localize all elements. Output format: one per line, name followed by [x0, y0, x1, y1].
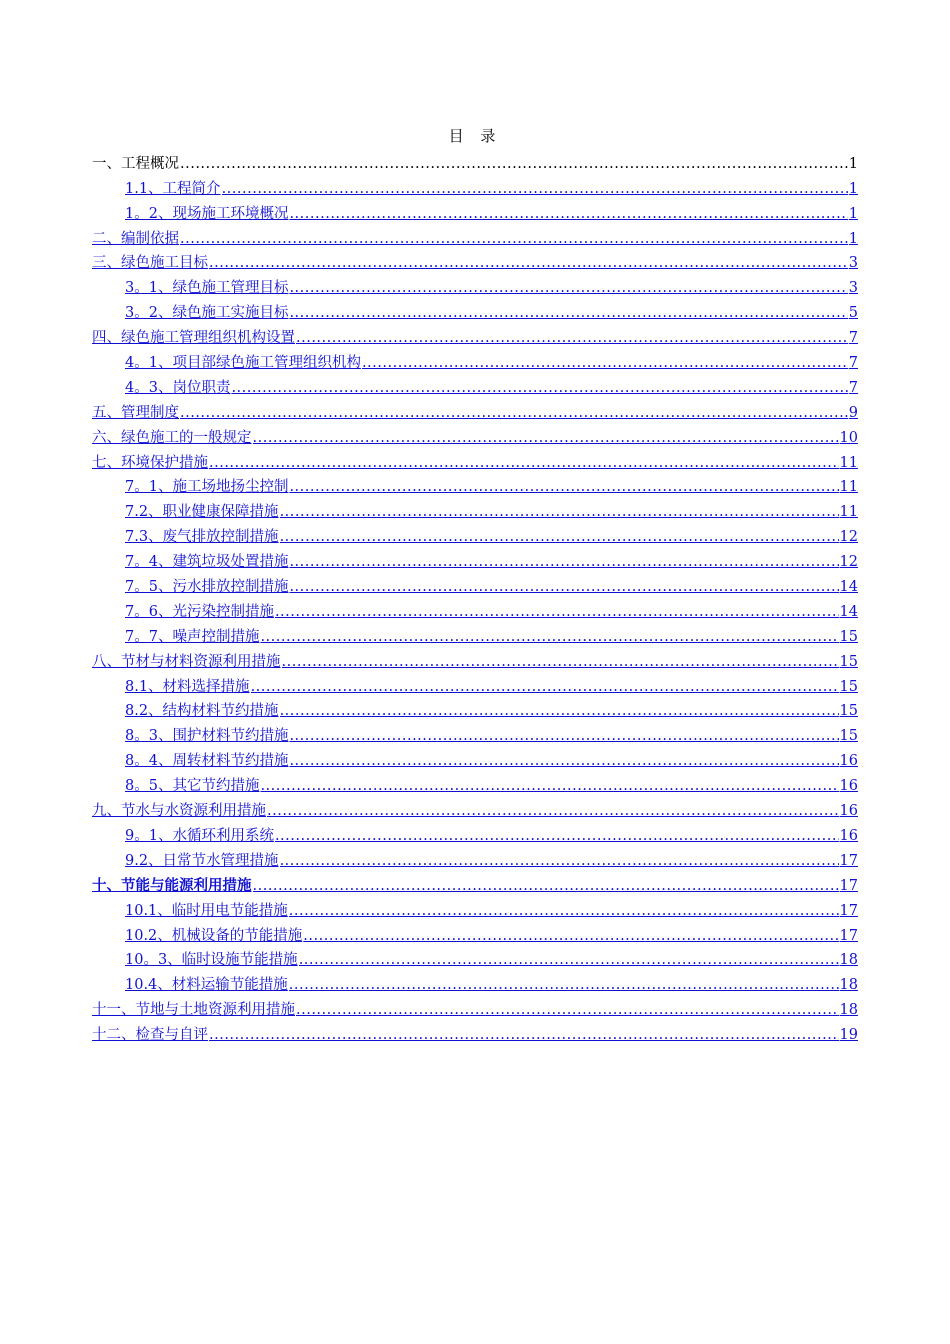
toc-entry-label: 3。1、绿色施工管理目标 [125, 280, 289, 297]
toc-entry-page-number: 12 [839, 554, 858, 571]
toc-entry-label: 五、管理制度 [92, 404, 179, 421]
toc-entry[interactable] [92, 847, 858, 872]
toc-entry-label: 7.3、废气排放控制措施 [125, 529, 279, 546]
toc-entry[interactable] [92, 1021, 858, 1046]
toc-entry-page-number: 1 [848, 230, 858, 247]
toc-entry-page-number: 3 [848, 255, 858, 272]
toc-entry[interactable] [92, 698, 858, 723]
toc-entry[interactable] [92, 374, 858, 399]
toc-dot-leader [289, 578, 838, 596]
toc-dot-leader [289, 478, 838, 496]
toc-entry-page-number: 16 [839, 778, 858, 795]
toc-entry[interactable] [92, 274, 858, 299]
toc-entry-label: 一、工程概况 [92, 155, 179, 172]
toc-entry-label: 六、绿色施工的一般规定 [92, 429, 252, 446]
table-of-contents [92, 150, 858, 1046]
toc-entry-label: 七、环境保护措施 [92, 454, 208, 471]
toc-entry[interactable] [92, 225, 858, 250]
toc-entry[interactable] [92, 673, 858, 698]
toc-dot-leader [362, 354, 848, 372]
toc-dot-leader [289, 553, 838, 571]
toc-entry-label: 10.4、材料运输节能措施 [125, 977, 288, 994]
toc-dot-leader [280, 852, 839, 870]
toc-entry[interactable] [92, 324, 858, 349]
toc-dot-leader [251, 678, 839, 696]
toc-dot-leader [289, 205, 847, 223]
toc-entry-label: 7。1、施工场地扬尘控制 [125, 479, 289, 496]
toc-dot-leader [296, 329, 848, 347]
toc-dot-leader [209, 454, 839, 472]
toc-entry-label: 1。2、现场施工环境概况 [125, 205, 289, 222]
toc-entry-page-number: 18 [839, 952, 858, 969]
toc-entry-label: 8。4、周转材料节约措施 [125, 753, 289, 770]
toc-dot-leader [289, 902, 839, 920]
toc-entry[interactable] [92, 250, 858, 275]
toc-entry-label: 7。7、噪声控制措施 [125, 628, 260, 645]
toc-entry[interactable] [92, 523, 858, 548]
toc-entry-page-number: 14 [839, 603, 858, 620]
toc-entry[interactable] [92, 822, 858, 847]
toc-entry-label: 九、节水与水资源利用措施 [92, 803, 266, 820]
toc-entry[interactable] [92, 947, 858, 972]
toc-entry-page-number: 11 [839, 504, 858, 521]
toc-entry-label: 10.1、临时用电节能措施 [125, 902, 288, 919]
toc-entry-label: 八、节材与材料资源利用措施 [92, 653, 281, 670]
toc-entry-label: 7。4、建筑垃圾处置措施 [125, 554, 289, 571]
toc-entry-page-number: 7 [848, 355, 858, 372]
toc-entry[interactable] [92, 872, 858, 897]
toc-dot-leader [222, 180, 848, 198]
toc-entry-page-number: 15 [839, 678, 858, 695]
toc-entry-label: 8.1、材料选择措施 [125, 678, 250, 695]
toc-entry-page-number: 17 [839, 852, 858, 869]
toc-entry[interactable] [92, 573, 858, 598]
toc-dot-leader [267, 802, 839, 820]
toc-dot-leader [180, 230, 848, 248]
toc-entry-label: 9。1、水循环利用系统 [125, 827, 274, 844]
toc-entry-page-number: 18 [839, 977, 858, 994]
toc-entry[interactable] [92, 474, 858, 499]
toc-dot-leader [282, 653, 839, 671]
toc-dot-leader [280, 528, 839, 546]
toc-entry [92, 150, 858, 175]
toc-entry-label: 1.1、工程简介 [125, 180, 221, 197]
toc-entry-label: 9.2、日常节水管理措施 [125, 852, 279, 869]
toc-entry[interactable] [92, 747, 858, 772]
toc-entry[interactable] [92, 623, 858, 648]
toc-dot-leader [289, 727, 838, 745]
toc-entry-page-number: 11 [839, 454, 858, 471]
toc-entry-page-number: 11 [839, 479, 858, 496]
toc-entry-label: 7。6、光污染控制措施 [125, 603, 274, 620]
toc-entry-page-number: 10 [839, 429, 858, 446]
toc-entry-page-number: 15 [839, 728, 858, 745]
toc-entry[interactable] [92, 200, 858, 225]
toc-dot-leader [253, 877, 839, 895]
toc-entry[interactable] [92, 897, 858, 922]
toc-dot-leader [299, 951, 839, 969]
toc-entry[interactable] [92, 996, 858, 1021]
toc-entry[interactable] [92, 548, 858, 573]
toc-dot-leader [209, 254, 848, 272]
toc-entry-page-number: 15 [839, 703, 858, 720]
toc-entry-page-number: 18 [839, 1002, 858, 1019]
toc-entry-page-number: 16 [839, 827, 858, 844]
toc-entry[interactable] [92, 648, 858, 673]
toc-entry-label: 十一、节地与土地资源利用措施 [92, 1002, 295, 1019]
toc-entry[interactable] [92, 722, 858, 747]
toc-entry-label: 8。3、围护材料节约措施 [125, 728, 289, 745]
toc-dot-leader [303, 927, 838, 945]
toc-entry-page-number: 17 [839, 877, 858, 894]
toc-entry[interactable] [92, 175, 858, 200]
toc-entry-label: 10。3、临时设施节能措施 [125, 952, 298, 969]
toc-entry-label: 8。5、其它节约措施 [125, 778, 260, 795]
toc-entry-page-number: 7 [848, 379, 858, 396]
toc-dot-leader [296, 1001, 839, 1019]
toc-entry-page-number: 3 [848, 280, 858, 297]
toc-entry-label: 二、编制依据 [92, 230, 179, 247]
toc-dot-leader [289, 752, 838, 770]
toc-entry-page-number: 1 [848, 205, 858, 222]
toc-entry-page-number: 15 [839, 653, 858, 670]
toc-entry-page-number: 5 [848, 305, 858, 322]
toc-entry-label: 四、绿色施工管理组织机构设置 [92, 330, 295, 347]
toc-entry-label: 十、节能与能源利用措施 [92, 876, 252, 894]
toc-title: 目 录 [448, 127, 502, 145]
toc-dot-leader [180, 404, 848, 422]
toc-entry-label: 十二、检查与自评 [92, 1027, 208, 1044]
toc-dot-leader [275, 603, 839, 621]
toc-entry-page-number: 9 [848, 404, 858, 421]
toc-dot-leader [280, 702, 839, 720]
toc-entry-label: 10.2、机械设备的节能措施 [125, 927, 303, 944]
toc-entry-label: 7。5、污水排放控制措施 [125, 579, 289, 596]
toc-entry[interactable] [92, 449, 858, 474]
toc-entry-label: 三、绿色施工目标 [92, 255, 208, 272]
toc-entry-label: 7.2、职业健康保障措施 [125, 504, 279, 521]
toc-entry-page-number: 19 [839, 1027, 858, 1044]
toc-entry-page-number: 17 [839, 902, 858, 919]
toc-dot-leader [280, 503, 839, 521]
toc-entry[interactable] [92, 399, 858, 424]
toc-entry-label: 3。2、绿色施工实施目标 [125, 305, 289, 322]
toc-entry-page-number: 17 [839, 927, 858, 944]
toc-entry-page-number: 14 [839, 579, 858, 596]
toc-entry-page-number: 7 [848, 330, 858, 347]
toc-dot-leader [260, 777, 838, 795]
toc-entry-page-number: 12 [839, 529, 858, 546]
toc-entry[interactable] [92, 971, 858, 996]
toc-dot-leader [260, 628, 838, 646]
toc-entry[interactable] [92, 772, 858, 797]
toc-entry-page-number: 16 [839, 803, 858, 820]
toc-dot-leader [209, 1026, 839, 1044]
toc-dot-leader [253, 429, 839, 447]
toc-entry[interactable] [92, 797, 858, 822]
toc-entry[interactable] [92, 598, 858, 623]
toc-entry[interactable] [92, 424, 858, 449]
toc-entry-page-number: 15 [839, 628, 858, 645]
toc-entry-label: 4。3、岗位职责 [125, 379, 231, 396]
toc-entry-label: 8.2、结构材料节约措施 [125, 703, 279, 720]
toc-entry-page-number: 16 [839, 753, 858, 770]
toc-dot-leader [275, 827, 839, 845]
toc-entry-label: 4。1、项目部绿色施工管理组织机构 [125, 355, 361, 372]
toc-dot-leader [180, 155, 848, 173]
toc-dot-leader [289, 976, 839, 994]
toc-entry[interactable] [92, 498, 858, 523]
toc-entry[interactable] [92, 922, 858, 947]
toc-entry-page-number: 1 [848, 180, 858, 197]
toc-entry-page-number: 1 [848, 155, 858, 172]
toc-dot-leader [231, 379, 847, 397]
toc-entry[interactable] [92, 349, 858, 374]
toc-entry[interactable] [92, 299, 858, 324]
toc-dot-leader [289, 304, 847, 322]
toc-dot-leader [289, 279, 847, 297]
